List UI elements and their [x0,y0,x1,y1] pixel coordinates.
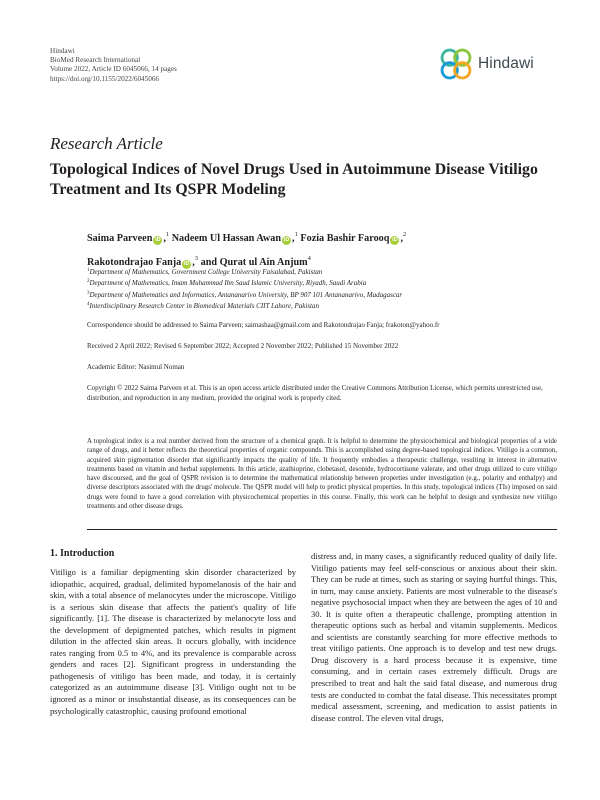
author-name[interactable]: Qurat ul Ain Anjum [219,256,308,268]
orcid-icon[interactable]: iD [392,237,398,243]
author-connector: and [200,256,218,268]
author-name[interactable]: Rakotondrajao Fanja [87,256,182,268]
body-paragraph: distress and, in many cases, a significantly reduced quality of daily life. Vitiligo patients may feel self-conscious or anxious about their skin. They can be rude at times, such as staring or saying hurtful things. This, in turn, may cause anxiety. Patients are most vulnerable to the disease's negative psychosocial impact when they are between the ages of 10 and 30. It is quite often a therapeutic challenge, prompting attention in therapeutic options such as herbal and vitamin supplements. Medicos and scientists are constantly searching for more effective methods to treat vitiligo patients. One approach is to develop and test new drugs. Drug discovery is a hard process because it is expensive, time consuming, and in certain cases extremely difficult. Drugs are prescribed to treat and halt the said fatal disease, and numerous drug tests are conducted to combat the fatal disease. This necessitates prompt medical assessment, screening, and medication to assist patients in disease control. The eleven vital drugs, [311,551,557,723]
author-name[interactable]: Fozia Bashir Farooq [300,233,390,244]
affiliation-number: 2 [87,279,90,285]
hindawi-logo [438,44,558,84]
affiliation-number: 4 [87,301,90,307]
journal-header [50,47,177,84]
affiliation-item [87,266,557,277]
article-type: Research Article [50,134,163,153]
author-name[interactable]: Saima Parveen [87,233,153,244]
affiliation-number: 1 [87,268,90,273]
author-affiliation-number: 4 [307,254,311,262]
affiliation-item [87,289,557,300]
author-affiliation-number: 3 [194,254,199,262]
affiliation-item [87,277,557,288]
author-affiliation-number: 2 [403,231,407,238]
affiliation-number: 3 [87,290,90,296]
affiliation-text: Department of Mathematics, Imam Muhammad Ibn Saud Islamic University, Riyadh, Saudi Arabia [89,279,367,288]
doi-link[interactable]: https://doi.org/10.1155/2022/6045066 [50,74,160,83]
affiliation-text: Department of Mathematics and Informatics, Antananarivo University, BP 907 101 Antananarivo, Madagascar [89,290,403,299]
orcid-icon[interactable]: iD [155,237,161,243]
section-heading: 1. Introduction [50,548,115,559]
orcid-icon[interactable]: iD [184,260,190,267]
affiliation-list [87,266,557,311]
author-affiliation-number: 1 [294,231,298,238]
body-paragraph: Vitiligo is a familiar depigmenting skin disorder characterized by idiopathic, acquired, gradual, delimited hypomelanosis of the hair and skin, with a total absence of melanocytes under the microscope. Vitiligo is a serious skin disease that affects the patient's quality of life significantly. [1]. The disease is characterized by melanocyte loss and the development of depigmented patches, which results in pigment dilution in the affected skin areas. It occurs globally, with incidence rates ranging from 0.5 to 4%, and its prevalence is comparable across genders and races [2]. Significant progress in understanding the pathogenesis of vitiligo has been made, and today, it is certainly categorized as an autoimmune disease [3]. Vitiligo ought not to be ignored as a minor or insubstantial disease, as its consequences can be psychologically catastrophic, causing profound emotional [50,567,296,716]
publisher-name: Hindawi [50,47,75,55]
author-name[interactable]: Nadeem Ul Hassan Awan [171,233,282,244]
abstract-divider [87,529,557,530]
affiliation-text: Interdisciplinary Research Center in Biomedical Materials CIIT Lahore, Pakistan [89,301,319,310]
affiliation-text: Department of Mathematics, Government College University Faisalabad, Pakistan [89,268,323,276]
body-column-right [311,551,557,724]
orcid-icon[interactable]: iD [283,237,290,243]
affiliation-item [87,300,557,311]
hindawi-wordmark: Hindawi [478,55,534,72]
volume-info: Volume 2022, Article ID 6045066, 14 pages [50,65,177,74]
abstract-text: A topological index is a real number derived from the structure of a chemical graph. It is helpful to determine the physicochemical and biological properties of a wide range of drugs, and it better reflects the theoretical properties of organic compounds. This is accomplished using degree-based topological indices. Vitiligo is a common, acquired skin pigmentation disorder that significantly impacts the quality of life. It frequently embodies a therapeutic challenge, resulting in interest in alternative treatments based on vitamin and herbal supplements. In this article, azathioprine, clobetasol, desonide, hydrocortisone valerate, and other drugs utilized to cure vitiligo have discoursed, and the goal of QSPR revision is to determine the mathematical relationship between properties under investigation (e.g., polarity and enthalpy) and diverse descriptors associated with the drugs' molecule. The QSPR model will help to predict physical properties. In this study, topological indices (TIs) imposed on said drugs were found to have a good correlation with physicochemical properties in this course. Finally, this work can be helpful to design and synthesize new vitiligo treatments and other disease drugs. [87,438,557,511]
author-affiliation-number: 1 [165,231,170,238]
academic-editor: Academic Editor: Nasimul Noman [87,363,185,371]
journal-name: BioMed Research International [50,56,141,65]
body-column-left [50,548,296,717]
author-list: Saima Parveen iD ,$^1$ Nadeem Ul Hassan Awan iD ,$^1$ Fozia Bashir Farooq iD ,$^2$ Rakotondrajao Fanja iD ,$^3$ and Qurat ul Ain Anjum$^4$ [87,231,407,268]
copyright-notice: Copyright © 2022 Saima Parveen et al. This is an open access article distributed under the Creative Commons Attribution License, which permits unrestricted use, distribution, and reproduction in any medium, provided the original work is properly cited. [87,384,543,402]
correspondence-note: Correspondence should be addressed to Saima Parveen; saimashaa@gmail.com and Rakotondrajao Fanja; frakoton@yahoo.fr [87,321,440,329]
publication-dates: Received 2 April 2022; Revised 6 September 2022; Accepted 2 November 2022; Published 15 November 2022 [87,342,399,350]
hindawi-rings-icon [438,46,474,82]
article-title: Topological Indices of Novel Drugs Used in Autoimmune Disease Vitiligo Treatment and Its QSPR Modeling [50,161,538,198]
